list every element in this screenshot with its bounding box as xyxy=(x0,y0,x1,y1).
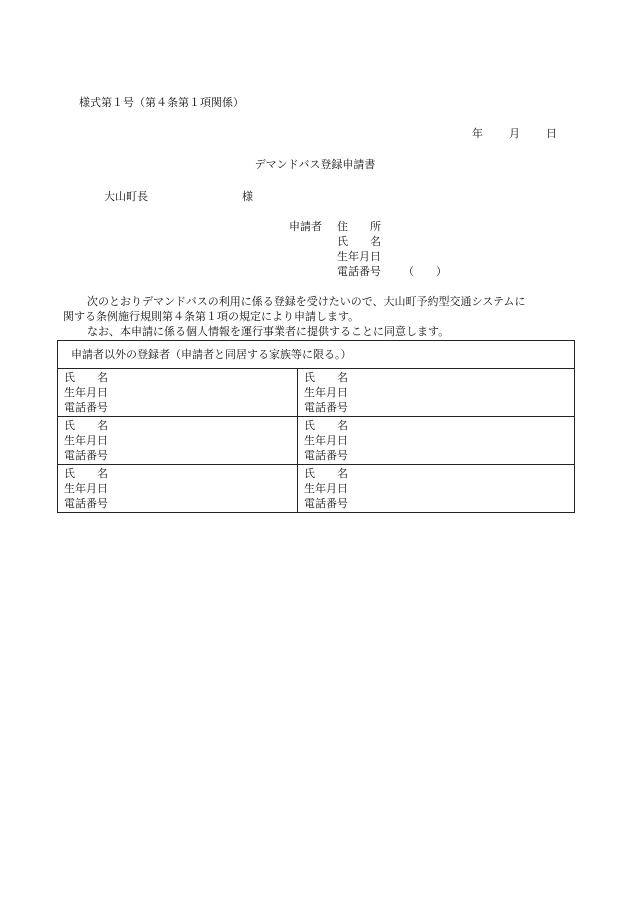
registrant-birthdate-label: 生年月日 xyxy=(64,434,108,447)
registrant-birthdate-label: 生年月日 xyxy=(304,434,348,447)
addressee xyxy=(104,189,253,204)
date-day: 日 xyxy=(546,127,557,140)
registrant-name-label: 氏 名 xyxy=(304,467,348,480)
registrant-name-label: 氏 名 xyxy=(64,371,108,384)
date-line xyxy=(472,126,557,141)
registrant-phone-label: 電話番号 xyxy=(304,449,348,462)
registrant-birthdate-label: 生年月日 xyxy=(304,386,348,399)
applicant-fields xyxy=(337,219,447,279)
registrant-cell xyxy=(58,369,298,417)
registrant-phone-label: 電話番号 xyxy=(304,401,348,414)
body-line-3: なお、本申請に係る個人情報を運行事業者に提供することに同意します。 xyxy=(87,325,450,338)
registrant-phone-label: 電話番号 xyxy=(64,401,108,414)
registrant-phone-label: 電話番号 xyxy=(64,449,108,462)
registrant-name-label: 氏 名 xyxy=(304,371,348,384)
registrants-table xyxy=(57,340,575,513)
applicant-phone-parens: （ ） xyxy=(403,265,447,278)
registrant-name-label: 氏 名 xyxy=(64,419,108,432)
registrant-cell xyxy=(298,369,575,417)
form-number: 様式第１号（第４条第１項関係） xyxy=(79,96,244,109)
registrant-phone-label: 電話番号 xyxy=(304,497,348,510)
date-year: 年 xyxy=(472,127,483,140)
applicant-label: 申請者 xyxy=(289,220,322,233)
body-line-1: 次のとおりデマンドバスの利用に係る登録を受けたいので、大山町予約型交通システムに xyxy=(87,295,526,308)
document-title: デマンドバス登録申請書 xyxy=(254,158,376,171)
registrant-birthdate-label: 生年月日 xyxy=(304,482,348,495)
addressee-name: 大山町長 xyxy=(104,190,148,203)
registrant-name-label: 氏 名 xyxy=(304,419,348,432)
body-paragraph xyxy=(63,294,563,339)
applicant-birthdate-label: 生年月日 xyxy=(337,250,381,263)
registrant-birthdate-label: 生年月日 xyxy=(64,482,108,495)
date-month: 月 xyxy=(509,127,520,140)
registrant-birthdate-label: 生年月日 xyxy=(64,386,108,399)
addressee-honorific: 様 xyxy=(242,190,253,203)
registrant-cell xyxy=(58,417,298,465)
registrant-phone-label: 電話番号 xyxy=(64,497,108,510)
registrant-name-label: 氏 名 xyxy=(64,467,108,480)
applicant-address-label: 住 所 xyxy=(337,220,381,233)
registrant-cell xyxy=(298,417,575,465)
applicant-name-label: 氏 名 xyxy=(337,235,381,248)
applicant-phone-label: 電話番号 xyxy=(337,265,381,278)
applicant-phone-row xyxy=(337,264,447,279)
body-line-2: 関する条例施行規則第４条第１項の規定により申請します。 xyxy=(63,310,360,323)
registrant-cell xyxy=(58,465,298,513)
registrants-heading: 申請者以外の登録者（申請者と同居する家族等に限る。） xyxy=(58,341,575,369)
registrant-cell xyxy=(298,465,575,513)
